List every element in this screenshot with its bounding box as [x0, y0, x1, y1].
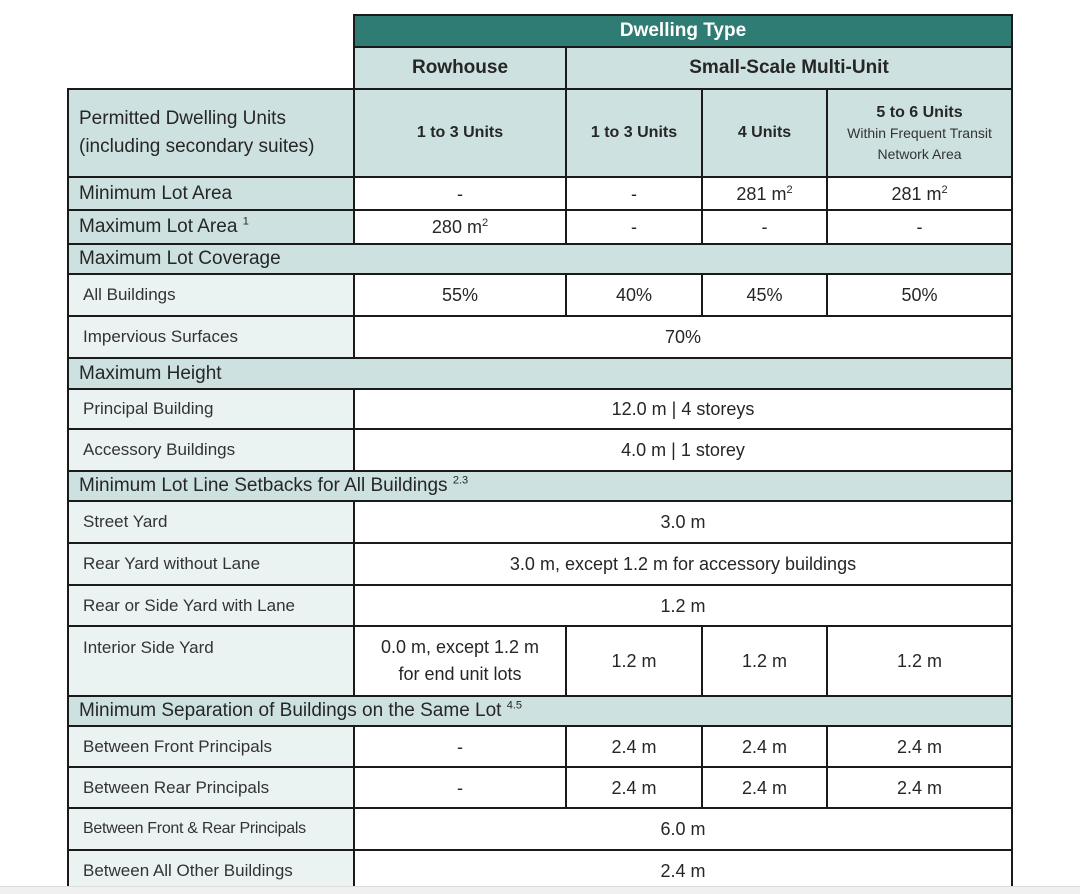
setbacks-section-text: Minimum Lot Line Setbacks for All Buildings	[79, 475, 448, 496]
interior-side-yard-rowhouse	[354, 626, 566, 696]
maximum-lot-area-label	[68, 210, 354, 244]
multi-5-to-6-title: 5 to 6 Units	[876, 103, 963, 121]
interior-side-yard-multi-b: 1.2 m	[702, 626, 827, 696]
front-principals-multi-b: 2.4 m	[702, 726, 827, 767]
small-scale-multi-unit-column-header: Small-Scale Multi-Unit	[566, 47, 1012, 89]
rowhouse-column-header: Rowhouse	[354, 47, 566, 89]
separation-section	[68, 696, 1012, 726]
front-principals-multi-c: 2.4 m	[827, 726, 1012, 767]
footnote-superscript: 2.3	[452, 474, 469, 487]
rear-principals-rowhouse: -	[354, 767, 566, 808]
impervious-surfaces-label: Impervious Surfaces	[68, 316, 354, 358]
interior-side-yard-multi-c: 1.2 m	[827, 626, 1012, 696]
street-yard-label: Street Yard	[68, 501, 354, 543]
permitted-dwelling-units-label: Permitted Dwelling Units (including secondary suites)	[68, 89, 354, 177]
rear-yard-without-lane-label: Rear Yard without Lane	[68, 543, 354, 585]
all-buildings-rowhouse: 55%	[354, 274, 566, 316]
dwelling-type-heading: Dwelling Type	[354, 15, 1012, 47]
rear-or-side-yard-with-lane-value: 1.2 m	[354, 585, 1012, 626]
rowhouse-units: 1 to 3 Units	[354, 89, 566, 177]
accessory-buildings-value: 4.0 m | 1 storey	[354, 429, 1012, 471]
front-principals-multi-a: 2.4 m	[566, 726, 702, 767]
interior-side-yard-label: Interior Side Yard	[68, 626, 354, 696]
min-lot-area-rowhouse: -	[354, 177, 566, 210]
interior-side-yard-rowhouse-line2: for end unit lots	[398, 664, 522, 684]
max-lot-area-multi-b: -	[702, 210, 827, 244]
maximum-lot-coverage-section: Maximum Lot Coverage	[68, 244, 1012, 274]
all-buildings-multi-a: 40%	[566, 274, 702, 316]
front-principals-rowhouse: -	[354, 726, 566, 767]
impervious-surfaces-value: 70%	[354, 316, 1012, 358]
separation-section-text: Minimum Separation of Buildings on the Same Lot	[79, 700, 502, 721]
multi-5-to-6-units	[827, 89, 1012, 177]
min-lot-area-multi-c	[827, 177, 1012, 210]
unit-superscript: 2	[786, 183, 793, 196]
footnote-superscript: 4.5	[506, 699, 523, 712]
maximum-lot-area-text: Maximum Lot Area	[79, 216, 238, 237]
footnote-superscript: 1	[242, 215, 249, 228]
front-and-rear-principals-value: 6.0 m	[354, 808, 1012, 850]
street-yard-value: 3.0 m	[354, 501, 1012, 543]
unit-superscript: 2	[481, 217, 489, 229]
header-blank-corner	[68, 15, 354, 89]
dwelling-type-table	[67, 14, 1013, 892]
max-lot-area-rowhouse-value: 280 m	[431, 217, 482, 237]
interior-side-yard-multi-a: 1.2 m	[566, 626, 702, 696]
min-lot-area-multi-b-value: 281 m	[736, 183, 787, 204]
unit-superscript: 2	[941, 183, 948, 196]
minimum-lot-area-label: Minimum Lot Area	[68, 177, 354, 210]
min-lot-area-multi-a: -	[566, 177, 702, 210]
multi-5-to-6-note: Within Frequent Transit Network Area	[847, 124, 992, 162]
min-lot-area-multi-c-value: 281 m	[891, 183, 942, 204]
setbacks-section	[68, 471, 1012, 501]
rear-principals-multi-b: 2.4 m	[702, 767, 827, 808]
all-other-buildings-value: 2.4 m	[354, 850, 1012, 891]
multi-1-to-3-units: 1 to 3 Units	[566, 89, 702, 177]
principal-building-label: Principal Building	[68, 389, 354, 429]
min-lot-area-multi-b	[702, 177, 827, 210]
rear-principals-multi-a: 2.4 m	[566, 767, 702, 808]
max-lot-area-multi-c: -	[827, 210, 1012, 244]
principal-building-value: 12.0 m | 4 storeys	[354, 389, 1012, 429]
max-lot-area-rowhouse	[354, 210, 566, 244]
between-rear-principals-label: Between Rear Principals	[68, 767, 354, 808]
accessory-buildings-label: Accessory Buildings	[68, 429, 354, 471]
max-lot-area-multi-a: -	[566, 210, 702, 244]
rear-or-side-yard-with-lane-label: Rear or Side Yard with Lane	[68, 585, 354, 626]
between-all-other-buildings-label: Between All Other Buildings	[68, 850, 354, 891]
rear-yard-without-lane-value: 3.0 m, except 1.2 m for accessory buildings	[354, 543, 1012, 585]
multi-4-units: 4 Units	[702, 89, 827, 177]
between-front-principals-label: Between Front Principals	[68, 726, 354, 767]
rear-principals-multi-c: 2.4 m	[827, 767, 1012, 808]
between-front-and-rear-principals-label: Between Front & Rear Principals	[68, 808, 354, 850]
interior-side-yard-rowhouse-line1: 0.0 m, except 1.2 m	[380, 637, 540, 657]
all-buildings-multi-c: 50%	[827, 274, 1012, 316]
all-buildings-multi-b: 45%	[702, 274, 827, 316]
all-buildings-label: All Buildings	[68, 274, 354, 316]
maximum-height-section: Maximum Height	[68, 358, 1012, 389]
